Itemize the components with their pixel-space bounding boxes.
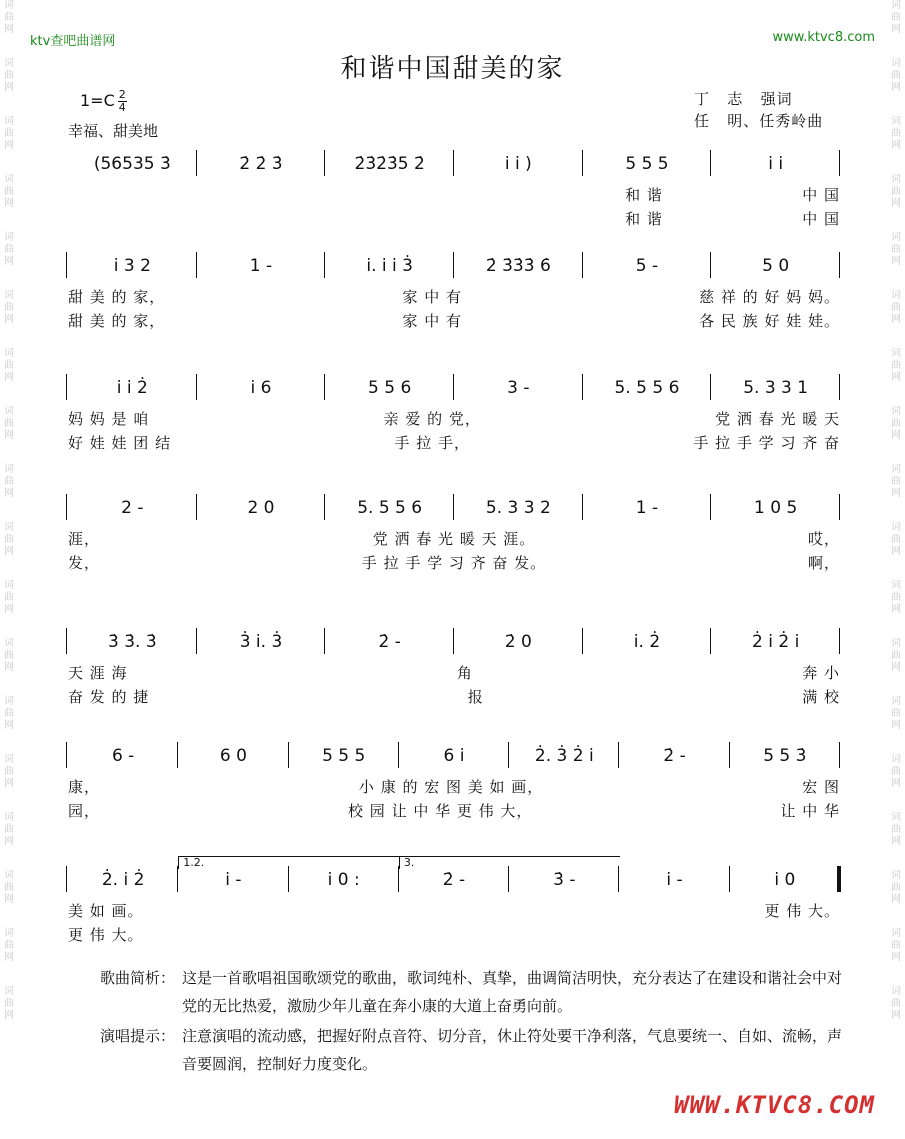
barline (288, 866, 289, 892)
measure: 5 5 6 (368, 378, 412, 398)
measure: 2̇ - (663, 746, 686, 766)
lyric-phrase: 妈 妈 是 咱 (68, 409, 150, 428)
barline (196, 494, 197, 520)
measure: 2̇. i 2̇ (101, 870, 145, 890)
volta-bracket: 3. (399, 856, 621, 869)
barline (618, 866, 619, 892)
notation-row (68, 738, 840, 774)
measure: i i (768, 154, 784, 174)
score-system (68, 146, 840, 230)
barline (398, 866, 399, 892)
barline (196, 150, 197, 176)
final-barline (837, 866, 841, 892)
measure: 5 5 3̇ (763, 746, 807, 766)
lyric-phrase: 手 拉 手 学 习 齐 奋 (693, 433, 840, 452)
site-url-header: www.ktvc8.com (772, 30, 875, 45)
barline (508, 742, 509, 768)
lyric-phrase: 各 民 族 好 娃 娃。 (699, 311, 840, 330)
barline (729, 742, 730, 768)
lyric-line (68, 182, 840, 206)
lyric-line (68, 406, 840, 430)
barline (453, 150, 454, 176)
measure: (56535 3̇ (93, 154, 171, 174)
barline (66, 374, 67, 400)
notation-row (68, 490, 840, 526)
lyric-phrase: 奔 小 (802, 663, 840, 682)
song-title: 和谐中国甜美的家 (340, 54, 565, 84)
measure: 2 - (121, 498, 144, 518)
barline (453, 252, 454, 278)
measure: 1 - (635, 498, 659, 518)
barline (710, 494, 711, 520)
barline (839, 374, 840, 400)
song-notes (100, 964, 850, 1078)
lyric-phrase: 慈 祥 的 好 妈 妈。 (699, 287, 840, 306)
lyric-phrase: 园， (68, 801, 101, 820)
barline (324, 494, 325, 520)
measure: 5. 5 5 6 (614, 378, 680, 398)
measure: 1 0 5 (754, 498, 798, 518)
measure: 5. 3 3 1 (743, 378, 809, 398)
lyric-line (68, 526, 840, 550)
lyric-line (68, 798, 840, 822)
measure: 2 0 (247, 498, 275, 518)
measure: 6 0 (219, 746, 247, 766)
lyric-phrase: 更 伟 大。 (68, 925, 144, 944)
barline (839, 628, 840, 654)
score-system (68, 856, 840, 946)
lyric-line (68, 660, 840, 684)
credits (694, 88, 823, 132)
barline (582, 628, 583, 654)
barline (839, 494, 840, 520)
barline (453, 374, 454, 400)
measure: 5. 5 5 6 (357, 498, 423, 518)
barline (618, 742, 619, 768)
barline (196, 252, 197, 278)
barline (177, 866, 178, 892)
measure: i 3 2 (113, 256, 151, 276)
measure: i. 2̇ (633, 632, 661, 652)
barline (453, 494, 454, 520)
lyric-phrase: 哎， (807, 529, 840, 548)
lyric-phrase: 亲 爱 的 党， (383, 409, 481, 428)
lyric-line (68, 308, 840, 332)
barline (582, 150, 583, 176)
score-system (68, 248, 840, 332)
barline (324, 628, 325, 654)
measure: 3̇ - (553, 870, 576, 890)
notation-row (68, 248, 840, 284)
barline (710, 252, 711, 278)
barline (66, 252, 67, 278)
lyric-phrase: 让 中 华 (780, 801, 840, 820)
volta-bracket: 1.2. (178, 856, 400, 869)
barline (66, 866, 67, 892)
barline (288, 742, 289, 768)
barline (582, 252, 583, 278)
measure: 5 5 5 (625, 154, 669, 174)
barline (177, 742, 178, 768)
lyric-phrase: 甜 美 的 家， (68, 311, 166, 330)
song-intro: 歌曲简析： 这是一首歌唱祖国歌颂党的歌曲，歌词纯朴、真挚，曲调简洁明快，充分表达了在建设和谐社会中对党的无比热爱，激励少年儿童在奔小康的大道上奋勇向前。 (100, 969, 843, 1015)
lyric-phrase: 好 娃 娃 团 结 (68, 433, 172, 452)
measure: 2̇ 3̇3̇3̇ 6̇ (485, 256, 551, 276)
lyric-phrase: 报 (467, 687, 484, 706)
watermark-left: 词 曲 网 词 曲 网 词 曲 网 词 曲 网 词 曲 网 词 曲 网 词 曲 网 词 曲 网 词 曲 网 词 曲 网 词 曲 网 词 曲 网 词 曲 网 词 曲 网 词 曲 网 词 曲 网 词 曲 网 词 曲 网 (4, 0, 14, 1021)
lyric-phrase: 手 拉 手 学 习 齐 奋 发。 (361, 553, 547, 572)
barline (710, 374, 711, 400)
measure: 2̇ 0 (504, 632, 532, 652)
lyric-phrase: 天 涯 海 (68, 663, 128, 682)
lyric-phrase: 美 如 画。 (68, 901, 144, 920)
score-system (68, 624, 840, 708)
barline (324, 252, 325, 278)
barline (398, 742, 399, 768)
lyric-phrase: 手 拉 手， (394, 433, 470, 452)
lyric-phrase: 更 伟 大。 (764, 901, 840, 920)
barline (324, 374, 325, 400)
notation-row (68, 856, 840, 898)
composer: 任 明、任秀岭曲 (694, 112, 824, 130)
measure: 6 i (443, 746, 465, 766)
lyric-phrase: 和 谐 (625, 185, 663, 204)
footer-logo: WWW.KTVC8.COM (674, 1091, 875, 1119)
lyric-phrase: 家 中 有 (402, 287, 462, 306)
measure: 1 - (249, 256, 273, 276)
barline (839, 742, 840, 768)
measure: i i ) (504, 154, 532, 174)
measure: 5. 3 3 2 (485, 498, 551, 518)
lyric-line (68, 550, 840, 574)
measure: i 0 (774, 870, 796, 890)
lyric-phrase: 家 中 有 (402, 311, 462, 330)
measure: 5 5 5 (322, 746, 366, 766)
lyric-phrase: 甜 美 的 家， (68, 287, 166, 306)
lyric-phrase: 奋 发 的 捷 (68, 687, 150, 706)
singing-tips: 演唱提示： 注意演唱的流动感，把握好附点音符、切分音，休止符处要干净利落，气息要统一、自如、流畅，声音要圆润，控制好力度变化。 (100, 1027, 843, 1073)
lyric-line (68, 774, 840, 798)
lyric-line (68, 684, 840, 708)
measure: 2̇ - (442, 870, 466, 890)
lyric-phrase: 小 康 的 宏 图 美 如 画， (358, 777, 544, 796)
measure: 6 - (111, 746, 135, 766)
lyricist: 丁 志 强词 (694, 90, 793, 108)
measure: 3̇ i. 3̇ (239, 632, 283, 652)
measure: i. i i 3̇ (366, 256, 413, 276)
tempo-marking: 幸福、甜美地 (68, 122, 159, 140)
lyric-line (68, 922, 840, 946)
lyric-phrase: 中 国 (802, 209, 840, 228)
key-signature: 1=C $\frac{2}{4}$ (80, 88, 126, 114)
measure: 2̇ - (378, 632, 401, 652)
barline (582, 494, 583, 520)
lyric-phrase: 和 谐 (625, 209, 663, 228)
lyric-phrase: 啊， (807, 553, 840, 572)
barline (710, 628, 711, 654)
barline (66, 742, 67, 768)
lyric-line (68, 430, 840, 454)
watermark-right: 词 曲 网 词 曲 网 词 曲 网 词 曲 网 词 曲 网 词 曲 网 词 曲 网 词 曲 网 词 曲 网 词 曲 网 词 曲 网 词 曲 网 词 曲 网 词 曲 网 词 曲 网 词 曲 网 词 曲 网 词 曲 网 (891, 0, 901, 1021)
lyric-phrase: 角 (456, 663, 473, 682)
barline (453, 628, 454, 654)
barline (324, 150, 325, 176)
score-system (68, 370, 840, 454)
measure: 5 - (635, 256, 659, 276)
notation-row (68, 624, 840, 660)
barline (66, 494, 67, 520)
measure: 3 - (507, 378, 530, 398)
lyric-phrase: 涯， (68, 529, 101, 548)
lyric-line (68, 898, 840, 922)
barline (710, 150, 711, 176)
notation-row (68, 146, 840, 182)
measure: 2̇3̇2̇3̇5 2̇ (354, 154, 425, 174)
score-system (68, 490, 840, 574)
measure: 2̇. 3̇ 2̇ i (534, 746, 594, 766)
lyric-phrase: 满 校 (802, 687, 840, 706)
measure: 2̇ i 2̇ i (752, 632, 800, 652)
measure: i - (666, 870, 683, 890)
lyric-phrase: 宏 图 (802, 777, 840, 796)
measure: 3̇ 3̇. 3̇ (107, 632, 157, 652)
score-system (68, 738, 840, 822)
lyric-phrase: 党 洒 春 光 暖 天 (715, 409, 840, 428)
lyric-phrase: 党 洒 春 光 暖 天 涯。 (372, 529, 536, 548)
barline (196, 628, 197, 654)
measure: i i 2̇ (116, 378, 148, 398)
lyric-phrase: 中 国 (802, 185, 840, 204)
lyric-phrase: 校 园 让 中 华 更 伟 大， (348, 801, 533, 820)
notation-row (68, 370, 840, 406)
barline (508, 866, 509, 892)
lyric-phrase: 发， (68, 553, 101, 572)
barline (582, 374, 583, 400)
site-name-header: ktv查吧曲谱网 (30, 34, 116, 49)
lyric-phrase: 康， (68, 777, 101, 796)
barline (196, 374, 197, 400)
barline (839, 150, 840, 176)
measure: i - (225, 870, 242, 890)
barline (729, 866, 730, 892)
barline (66, 628, 67, 654)
measure: i 0 : (327, 870, 360, 890)
lyric-line (68, 206, 840, 230)
measure: 2̇ 2̇ 3̇ (239, 154, 283, 174)
barline (839, 252, 840, 278)
measure: 5 0 (762, 256, 790, 276)
measure: i 6 (250, 378, 272, 398)
lyric-line (68, 284, 840, 308)
